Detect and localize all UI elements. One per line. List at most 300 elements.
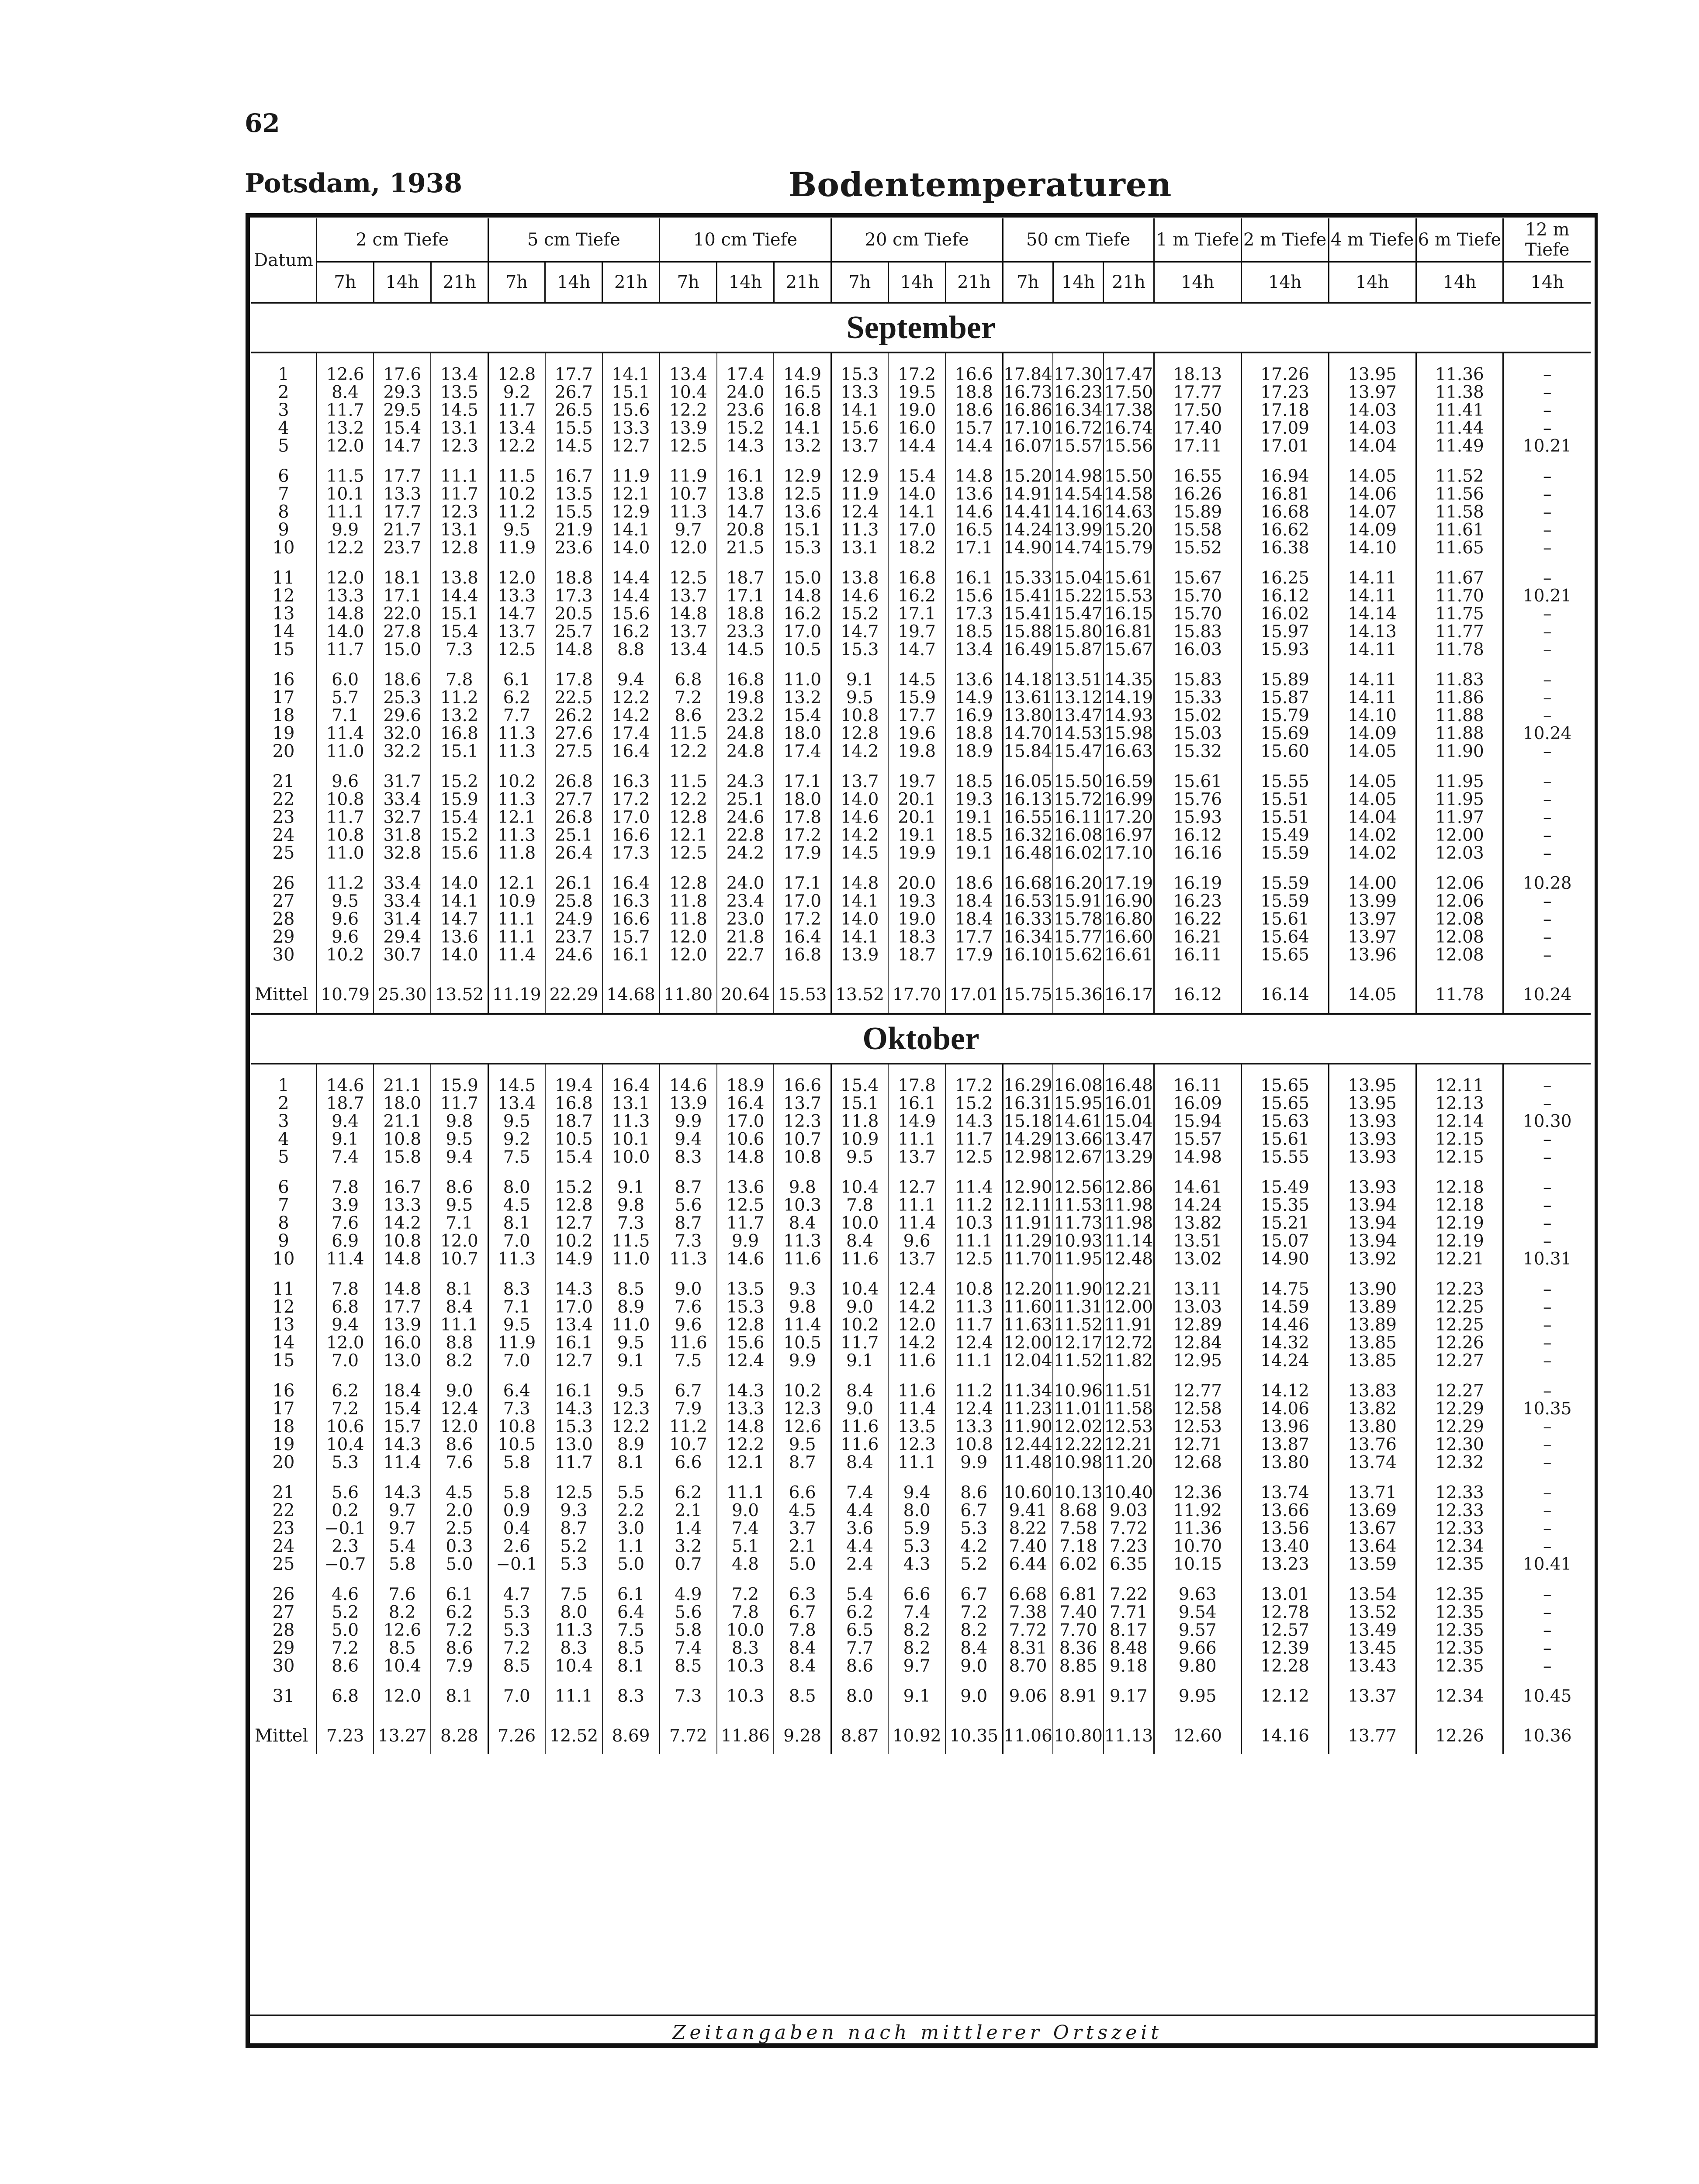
value-cell: 15.98 xyxy=(1104,725,1154,743)
value-cell: 17.4 xyxy=(717,366,774,384)
spacer-cell xyxy=(251,557,316,569)
value-cell: 15.89 xyxy=(1241,671,1329,689)
depth-header: 1 m Tiefe xyxy=(1154,218,1241,262)
spacer-cell xyxy=(774,1370,831,1382)
day-cell: 14 xyxy=(251,1334,316,1352)
spacer-cell xyxy=(316,557,374,569)
value-cell: 16.68 xyxy=(1003,874,1053,892)
value-cell: 8.7 xyxy=(660,1178,717,1196)
value-cell: 10.7 xyxy=(660,485,717,503)
spacer-cell xyxy=(1003,1064,1053,1077)
value-cell: 16.2 xyxy=(602,623,660,641)
table-row xyxy=(251,437,1591,455)
table-row xyxy=(251,366,1591,384)
value-cell: 13.66 xyxy=(1054,1130,1103,1149)
value-cell: 7.9 xyxy=(431,1657,488,1675)
value-cell: 7.5 xyxy=(660,1352,717,1370)
value-cell: 14.5 xyxy=(545,437,602,455)
spacer-cell xyxy=(888,1705,945,1717)
mean-label: Mittel xyxy=(251,976,316,1014)
spacer-cell xyxy=(945,1268,1003,1280)
spacer-cell xyxy=(888,659,945,671)
value-cell: 12.1 xyxy=(488,809,545,826)
day-cell: 28 xyxy=(251,1621,316,1639)
value-cell: 12.27 xyxy=(1416,1382,1503,1400)
value-cell: 15.61 xyxy=(1241,1130,1329,1148)
table-row xyxy=(251,641,1591,659)
value-cell: 12.3 xyxy=(431,503,488,521)
table-row xyxy=(251,1352,1591,1370)
table-row xyxy=(251,1555,1591,1573)
spacer-cell xyxy=(431,1268,488,1280)
value-cell: 12.7 xyxy=(545,1352,602,1370)
value-cell: 10.28 xyxy=(1503,874,1591,892)
month-header-row xyxy=(251,303,1591,352)
spacer-cell xyxy=(888,1472,945,1484)
value-cell: 11.3 xyxy=(488,743,545,760)
value-cell: 27.5 xyxy=(545,743,602,760)
value-cell: 15.4 xyxy=(431,809,488,826)
table-row xyxy=(251,1334,1591,1352)
value-cell: 20.1 xyxy=(888,791,945,809)
value-cell: 15.69 xyxy=(1241,725,1329,743)
time-header: 21h xyxy=(602,262,660,303)
mean-value-cell: 15.53 xyxy=(774,976,831,1014)
spacer-cell xyxy=(1329,862,1416,874)
value-cell: 17.9 xyxy=(945,946,1003,964)
value-cell: 9.5 xyxy=(316,892,374,910)
value-cell: 7.2 xyxy=(488,1639,545,1657)
spacer-cell xyxy=(774,1675,831,1687)
value-cell: 13.93 xyxy=(1329,1148,1416,1166)
value-cell: 11.1 xyxy=(545,1687,602,1705)
value-cell: 14.3 xyxy=(374,1484,431,1502)
value-cell: 15.0 xyxy=(374,641,431,659)
spacer-cell xyxy=(251,659,316,671)
value-cell: 8.31 xyxy=(1003,1639,1053,1657)
value-cell: 15.4 xyxy=(888,467,945,485)
value-cell: 11.4 xyxy=(888,1214,945,1232)
value-cell: 9.1 xyxy=(602,1178,660,1196)
value-cell: 7.1 xyxy=(488,1298,545,1316)
value-cell: 11.61 xyxy=(1416,521,1503,539)
value-cell: 11.5 xyxy=(660,773,717,791)
mean-value-cell: 13.77 xyxy=(1329,1717,1416,1754)
value-cell: 16.48 xyxy=(1104,1077,1154,1095)
value-cell: 11.90 xyxy=(1054,1279,1103,1299)
spacer-cell xyxy=(774,1573,831,1586)
value-cell: 15.59 xyxy=(1241,892,1329,910)
value-cell: 14.0 xyxy=(831,791,888,809)
spacer-cell xyxy=(1241,352,1329,366)
spacer-cell xyxy=(488,1472,545,1484)
value-cell: 15.70 xyxy=(1154,605,1241,623)
value-cell: 18.6 xyxy=(945,401,1003,419)
value-cell: 8.6 xyxy=(431,1436,488,1454)
value-cell: 10.40 xyxy=(1104,1484,1154,1502)
day-cell: 4 xyxy=(251,1130,316,1148)
spacer-cell xyxy=(945,455,1003,467)
value-cell: 17.30 xyxy=(1054,365,1103,384)
value-cell: 23.2 xyxy=(717,707,774,725)
value-cell: 13.8 xyxy=(717,485,774,503)
value-cell: 11.97 xyxy=(1416,809,1503,826)
value-cell: 15.77 xyxy=(1054,927,1103,947)
spacer-cell xyxy=(660,760,717,773)
value-cell: 12.11 xyxy=(1003,1196,1053,1214)
time-header: 14h xyxy=(717,262,774,303)
value-cell: 7.23 xyxy=(1104,1538,1154,1555)
value-cell: 15.2 xyxy=(431,826,488,844)
spacer-cell xyxy=(660,964,717,976)
value-cell: 16.19 xyxy=(1154,874,1241,892)
value-cell: 12.2 xyxy=(488,437,545,455)
spacer-cell xyxy=(1104,1705,1154,1717)
value-cell: 9.2 xyxy=(488,384,545,401)
table-row xyxy=(251,773,1591,791)
value-cell: 12.5 xyxy=(945,1250,1003,1268)
value-cell: 15.1 xyxy=(831,1095,888,1113)
spacer-cell xyxy=(1104,862,1154,874)
value-cell: 14.12 xyxy=(1241,1382,1329,1400)
spacer-cell xyxy=(888,1166,945,1178)
value-cell: 13.11 xyxy=(1154,1280,1241,1298)
value-cell: 15.1 xyxy=(774,521,831,539)
value-cell: 15.88 xyxy=(1003,623,1053,641)
spacer-cell xyxy=(1003,659,1053,671)
value-cell: – xyxy=(1503,1232,1591,1250)
value-cell: 10.98 xyxy=(1054,1453,1103,1472)
spacer-cell xyxy=(1416,1675,1503,1687)
value-cell: −0.7 xyxy=(316,1555,374,1573)
value-cell: 19.7 xyxy=(888,623,945,641)
value-cell: 14.18 xyxy=(1003,671,1053,689)
value-cell: 2.2 xyxy=(602,1502,660,1520)
value-cell: 13.97 xyxy=(1329,910,1416,928)
value-cell: 11.8 xyxy=(660,910,717,928)
value-cell: 12.9 xyxy=(831,467,888,485)
value-cell: – xyxy=(1503,623,1591,641)
value-cell: 14.2 xyxy=(831,826,888,844)
day-cell: 30 xyxy=(251,1657,316,1675)
value-cell: 20.5 xyxy=(545,605,602,623)
value-cell: – xyxy=(1503,1382,1591,1400)
value-cell: 13.51 xyxy=(1054,670,1103,690)
value-cell: 18.5 xyxy=(945,773,1003,791)
value-cell: 14.8 xyxy=(660,605,717,623)
value-cell: 10.31 xyxy=(1503,1250,1591,1268)
value-cell: 10.5 xyxy=(774,641,831,659)
value-cell: 8.3 xyxy=(717,1639,774,1657)
value-cell: 16.02 xyxy=(1054,843,1103,863)
spacer-cell xyxy=(945,557,1003,569)
value-cell: 12.4 xyxy=(888,1280,945,1298)
value-cell: 7.2 xyxy=(945,1603,1003,1621)
table-row xyxy=(251,1484,1591,1502)
value-cell: 9.5 xyxy=(431,1196,488,1214)
value-cell: 9.9 xyxy=(945,1454,1003,1472)
value-cell: 18.4 xyxy=(374,1382,431,1400)
value-cell: 8.0 xyxy=(888,1502,945,1520)
value-cell: 15.7 xyxy=(374,1418,431,1436)
table-row xyxy=(251,1113,1591,1130)
spacer-cell xyxy=(1416,352,1503,366)
value-cell: 17.3 xyxy=(545,587,602,605)
spacer-cell xyxy=(1154,964,1241,976)
value-cell: 26.5 xyxy=(545,401,602,419)
value-cell: 12.03 xyxy=(1416,844,1503,862)
mean-value-cell: 10.79 xyxy=(316,976,374,1014)
value-cell: 15.72 xyxy=(1054,790,1103,809)
day-cell: 10 xyxy=(251,1250,316,1268)
value-cell: 33.4 xyxy=(374,791,431,809)
spacer-cell xyxy=(1329,1675,1416,1687)
spacer-cell xyxy=(1241,455,1329,467)
table-row xyxy=(251,809,1591,826)
value-cell: 16.4 xyxy=(602,874,660,892)
value-cell: 23.0 xyxy=(717,910,774,928)
value-cell: 5.2 xyxy=(945,1555,1003,1573)
spacer-cell xyxy=(488,1705,545,1717)
value-cell: 16.5 xyxy=(774,384,831,401)
value-cell: 7.8 xyxy=(316,1280,374,1298)
value-cell: 16.23 xyxy=(1154,892,1241,910)
value-cell: 30.7 xyxy=(374,946,431,964)
header-row-times xyxy=(251,262,1591,303)
value-cell: 9.8 xyxy=(774,1178,831,1196)
spacer-cell xyxy=(1503,1705,1591,1717)
day-cell: 6 xyxy=(251,1178,316,1196)
value-cell: 4.4 xyxy=(831,1538,888,1555)
value-cell: 7.8 xyxy=(316,1178,374,1196)
spacer-row xyxy=(251,1370,1591,1382)
value-cell: 0.7 xyxy=(660,1555,717,1573)
value-cell: 12.15 xyxy=(1416,1148,1503,1166)
value-cell: 8.5 xyxy=(602,1280,660,1298)
value-cell: 10.8 xyxy=(374,1130,431,1148)
spacer-row xyxy=(251,1705,1591,1717)
spacer-cell xyxy=(374,1064,431,1077)
value-cell: 5.9 xyxy=(888,1520,945,1538)
spacer-cell xyxy=(831,352,888,366)
value-cell: 13.52 xyxy=(1329,1603,1416,1621)
value-cell: 5.2 xyxy=(316,1603,374,1621)
value-cell: 13.54 xyxy=(1329,1586,1416,1603)
value-cell: 17.2 xyxy=(602,791,660,809)
spacer-cell xyxy=(251,1675,316,1687)
value-cell: 7.1 xyxy=(316,707,374,725)
value-cell: 5.7 xyxy=(316,689,374,707)
value-cell: 14.1 xyxy=(774,419,831,437)
depth-header: 12 m Tiefe xyxy=(1503,218,1591,262)
value-cell: 16.03 xyxy=(1154,641,1241,659)
value-cell: 10.24 xyxy=(1503,725,1591,743)
value-cell: 12.2 xyxy=(660,743,717,760)
value-cell: 16.62 xyxy=(1241,521,1329,539)
value-cell: 13.3 xyxy=(945,1418,1003,1436)
spacer-cell xyxy=(831,1268,888,1280)
value-cell: 12.67 xyxy=(1054,1147,1103,1167)
mean-value-cell: 13.27 xyxy=(374,1717,431,1754)
value-cell: – xyxy=(1503,1298,1591,1316)
value-cell: 14.02 xyxy=(1329,844,1416,862)
spacer-cell xyxy=(717,1370,774,1382)
value-cell: 18.8 xyxy=(945,725,1003,743)
value-cell: 7.7 xyxy=(831,1639,888,1657)
value-cell: 10.70 xyxy=(1154,1538,1241,1555)
day-cell: 20 xyxy=(251,743,316,760)
value-cell: 12.0 xyxy=(316,437,374,455)
day-cell: 9 xyxy=(251,521,316,539)
spacer-cell xyxy=(888,352,945,366)
day-cell: 16 xyxy=(251,1382,316,1400)
value-cell: 15.6 xyxy=(717,1334,774,1352)
value-cell: 11.90 xyxy=(1003,1418,1053,1436)
value-cell: 1.1 xyxy=(602,1538,660,1555)
day-cell: 14 xyxy=(251,623,316,641)
day-cell: 4 xyxy=(251,419,316,437)
value-cell: 13.9 xyxy=(374,1316,431,1334)
depth-header: 10 cm Tiefe xyxy=(660,218,831,262)
value-cell: 12.19 xyxy=(1416,1232,1503,1250)
value-cell: 15.91 xyxy=(1054,892,1103,911)
value-cell: 7.3 xyxy=(488,1400,545,1418)
spacer-cell xyxy=(1416,862,1503,874)
spacer-cell xyxy=(1416,659,1503,671)
value-cell: 7.70 xyxy=(1053,1621,1103,1639)
value-cell: 19.1 xyxy=(945,844,1003,862)
value-cell: 16.26 xyxy=(1154,485,1241,503)
value-cell: 10.41 xyxy=(1503,1555,1591,1573)
value-cell: 8.36 xyxy=(1053,1639,1103,1657)
spacer-cell xyxy=(374,1268,431,1280)
value-cell: 17.3 xyxy=(602,844,660,862)
value-cell: – xyxy=(1503,419,1591,437)
value-cell: 11.34 xyxy=(1003,1382,1053,1400)
value-cell: 12.8 xyxy=(431,539,488,557)
table-row xyxy=(251,743,1591,760)
value-cell: 9.9 xyxy=(660,1113,717,1130)
spacer-cell xyxy=(1329,1472,1416,1484)
spacer-cell xyxy=(1053,862,1103,874)
value-cell: 15.4 xyxy=(831,1077,888,1095)
spacer-cell xyxy=(488,1370,545,1382)
value-cell: 12.21 xyxy=(1104,1280,1154,1298)
value-cell: 11.7 xyxy=(431,485,488,503)
value-cell: 16.80 xyxy=(1104,910,1154,928)
value-cell: – xyxy=(1503,791,1591,809)
value-cell: 12.90 xyxy=(1003,1178,1053,1196)
day-cell: 10 xyxy=(251,539,316,557)
value-cell: 7.4 xyxy=(717,1520,774,1538)
value-cell: 14.03 xyxy=(1329,401,1416,419)
spacer-cell xyxy=(717,1472,774,1484)
value-cell: 18.0 xyxy=(774,725,831,743)
value-cell: 12.8 xyxy=(488,366,545,384)
value-cell: 12.6 xyxy=(374,1621,431,1639)
value-cell: 13.49 xyxy=(1329,1621,1416,1639)
value-cell: 13.45 xyxy=(1329,1639,1416,1657)
value-cell: 10.21 xyxy=(1503,587,1591,605)
value-cell: 18.5 xyxy=(945,826,1003,844)
value-cell: 24.0 xyxy=(717,874,774,892)
value-cell: 9.66 xyxy=(1154,1639,1241,1657)
value-cell: 11.7 xyxy=(717,1214,774,1232)
value-cell: 18.1 xyxy=(374,569,431,587)
value-cell: 10.45 xyxy=(1503,1687,1591,1705)
spacer-cell xyxy=(545,760,602,773)
value-cell: – xyxy=(1503,401,1591,419)
value-cell: 17.1 xyxy=(774,874,831,892)
value-cell: 13.4 xyxy=(488,1095,545,1113)
value-cell: 16.6 xyxy=(774,1077,831,1095)
spacer-cell xyxy=(888,1370,945,1382)
value-cell: 14.3 xyxy=(545,1400,602,1418)
spacer-cell xyxy=(660,1675,717,1687)
spacer-cell xyxy=(602,1705,660,1717)
value-cell: – xyxy=(1503,1502,1591,1520)
value-cell: 32.7 xyxy=(374,809,431,826)
value-cell: 16.8 xyxy=(717,671,774,689)
value-cell: 13.74 xyxy=(1241,1484,1329,1502)
spacer-cell xyxy=(660,1166,717,1178)
value-cell: 15.47 xyxy=(1054,604,1103,624)
value-cell: 11.48 xyxy=(1003,1454,1053,1472)
value-cell: 5.3 xyxy=(316,1454,374,1472)
value-cell: 11.5 xyxy=(488,467,545,485)
value-cell: 7.5 xyxy=(602,1621,660,1639)
value-cell: 14.54 xyxy=(1054,484,1103,504)
value-cell: 7.6 xyxy=(316,1214,374,1232)
spacer-cell xyxy=(945,1573,1003,1586)
value-cell: 10.9 xyxy=(488,892,545,910)
value-cell: 17.20 xyxy=(1104,809,1154,826)
spacer-cell xyxy=(1241,862,1329,874)
spacer-cell xyxy=(717,659,774,671)
value-cell: 12.1 xyxy=(717,1454,774,1472)
value-cell: 16.22 xyxy=(1154,910,1241,928)
value-cell: 14.61 xyxy=(1154,1178,1241,1196)
value-cell: 3.0 xyxy=(602,1520,660,1538)
value-cell: 6.6 xyxy=(660,1454,717,1472)
value-cell: 12.15 xyxy=(1416,1130,1503,1148)
value-cell: 6.68 xyxy=(1003,1586,1053,1603)
value-cell: 8.6 xyxy=(945,1484,1003,1502)
value-cell: 11.0 xyxy=(602,1250,660,1268)
value-cell: 11.36 xyxy=(1154,1520,1241,1538)
value-cell: 11.2 xyxy=(660,1418,717,1436)
mean-value-cell: 13.52 xyxy=(431,976,488,1014)
value-cell: 27.7 xyxy=(545,791,602,809)
value-cell: 12.5 xyxy=(660,844,717,862)
value-cell: 12.4 xyxy=(717,1352,774,1370)
value-cell: 14.7 xyxy=(717,503,774,521)
time-header: 7h xyxy=(316,262,374,303)
value-cell: – xyxy=(1503,844,1591,862)
spacer-cell xyxy=(1416,1268,1503,1280)
value-cell: 15.9 xyxy=(431,791,488,809)
value-cell: 8.2 xyxy=(888,1639,945,1657)
value-cell: – xyxy=(1503,1436,1591,1454)
value-cell: 6.0 xyxy=(316,671,374,689)
value-cell: 16.4 xyxy=(774,928,831,946)
value-cell: 6.2 xyxy=(316,1382,374,1400)
value-cell: 11.4 xyxy=(945,1178,1003,1196)
table-row xyxy=(251,1603,1591,1621)
value-cell: 6.5 xyxy=(831,1621,888,1639)
value-cell: – xyxy=(1503,1454,1591,1472)
value-cell: 13.71 xyxy=(1329,1484,1416,1502)
